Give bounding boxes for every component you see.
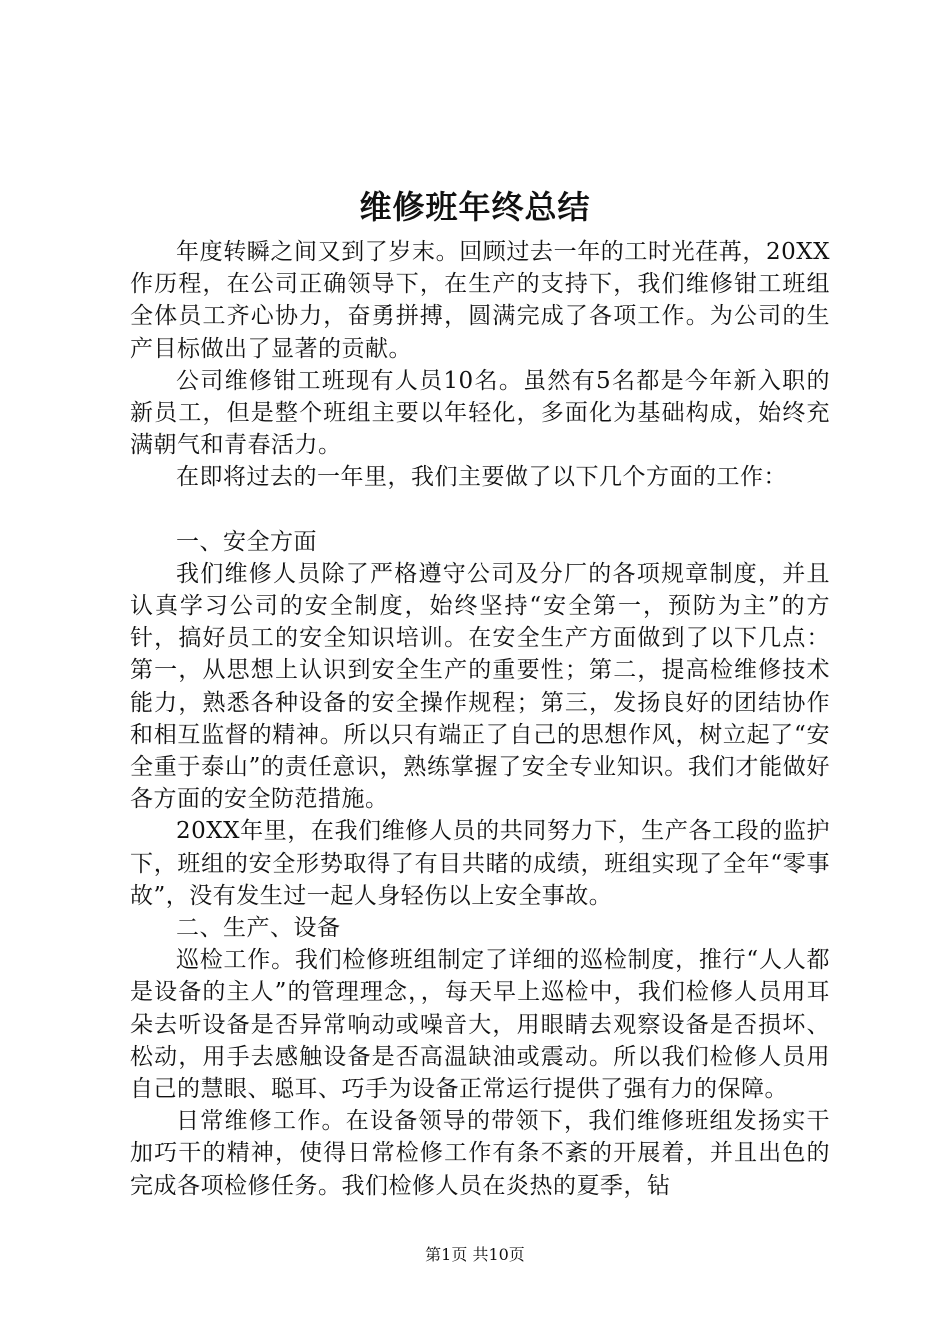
- paragraph-safety-result: 20XX年里，在我们维修人员的共同努力下，生产各工段的监护下，班组的安全形势取得了有目共睹的成绩，班组实现了全年“零事故”，没有发生过一起人身轻伤以上安全事故。: [130, 818, 830, 909]
- page-footer: 第1页 共10页: [425, 1245, 525, 1264]
- document-title: 维修班年终总结: [359, 188, 591, 226]
- section-heading-safety: 一、安全方面: [176, 528, 317, 555]
- paragraph-safety: 我们维修人员除了严格遵守公司及分厂的各项规章制度，并且认真学习公司的安全制度，始终坚持“安全第一，预防为主”的方针，搞好员工的安全知识培训。在安全生产方面做到了以下几点：第一，从思想上认识到安全生产的重要性；第二，提高检维修技术能力，熟悉各种设备的安全操作规程；第三，发扬良好的团结协作和相互监督的精神。所以只有端正了自己的思想作风，树立起了“安全重于泰山”的责任意识，熟练掌握了安全专业知识。我们才能做好各方面的安全防范措施。: [130, 560, 830, 813]
- paragraph-team: 公司维修钳工班现有人员10名。虽然有5名都是今年新入职的新员工，但是整个班组主要以年轻化，多面化为基础构成，始终充满朝气和青春活力。: [130, 367, 830, 459]
- section-heading-production: 二、生产、设备: [176, 915, 341, 942]
- paragraph-inspection: 巡检工作。我们检修班组制定了详细的巡检制度，推行“人人都是设备的主人”的管理理念，，每天早上巡检中，我们检修人员用耳朵去听设备是否异常响动或噪音大，用眼睛去观察设备是否损坏、松动，用手去感触设备是否高温缺油或震动。所以我们检修人员用自己的慧眼、聪耳、巧手为设备正常运行提供了强有力的保障。: [130, 947, 830, 1103]
- paragraph-overview: 在即将过去的一年里，我们主要做了以下几个方面的工作：: [176, 464, 787, 491]
- paragraph-maintenance: 日常维修工作。在设备领导的带领下，我们维修班组发扬实干加巧干的精神，使得日常检修工作有条不紊的开展着，并且出色的完成各项检修任务。我们检修人员在炎热的夏季，钻: [130, 1108, 830, 1199]
- paragraph-intro: 年度转瞬之间又到了岁末。回顾过去一年的工时光荏苒，20XX作历程，在公司正确领导下，在生产的支持下，我们维修钳工班组全体员工齐心协力，奋勇拼搏，圆满完成了各项工作。为公司的生产目标做出了显著的贡献。: [130, 239, 830, 362]
- document-body: [130, 236, 830, 1202]
- blank-line: [130, 494, 830, 526]
